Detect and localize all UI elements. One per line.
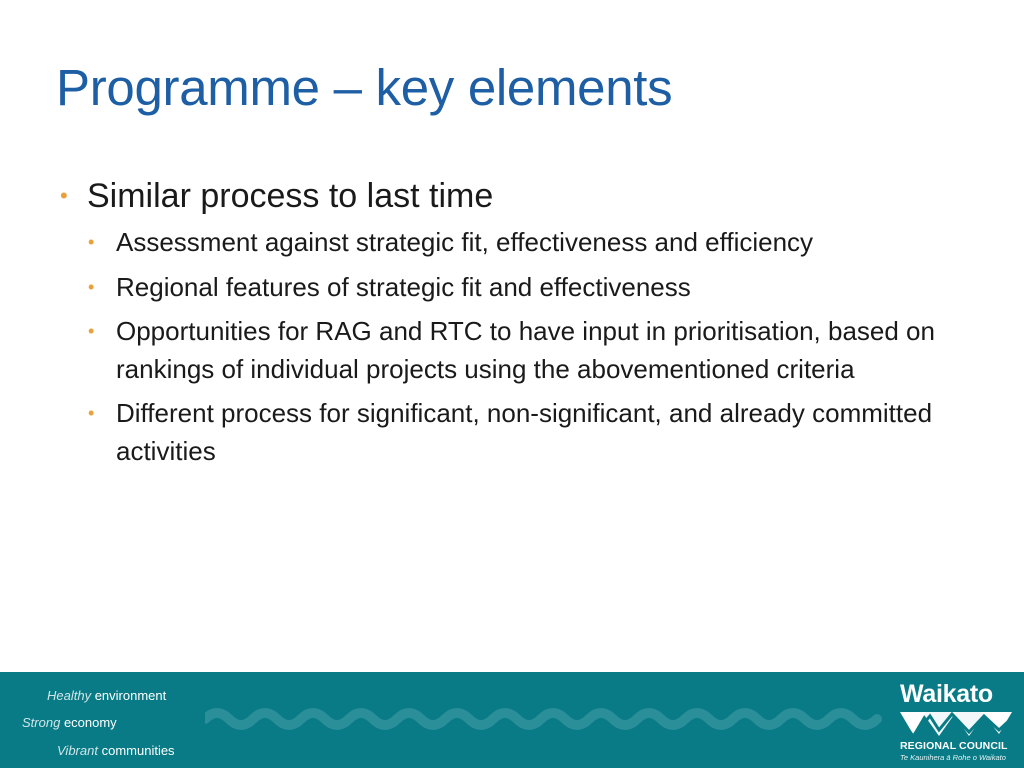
sub-bullet-item xyxy=(87,313,976,388)
tagline-healthy-environment xyxy=(47,688,166,703)
bullet-item xyxy=(56,176,976,216)
tagline-plain: economy xyxy=(63,715,117,730)
tagline-italic: Strong xyxy=(22,715,61,730)
sub-bullet-item xyxy=(87,224,976,262)
footer-band xyxy=(0,672,1024,768)
sub-bullet-text: Opportunities for RAG and RTC to have input in prioritisation, based on rankings of individual projects using the abovementioned criteria xyxy=(116,316,935,384)
sub-bullet-list xyxy=(56,224,976,470)
bullet-dot-icon: • xyxy=(60,183,68,208)
bullet-dot-icon: • xyxy=(88,403,95,423)
tagline-vibrant-communities xyxy=(57,743,175,758)
logo-wave-icon xyxy=(900,712,1012,738)
logo-maori-name: Te Kaunihera ā Rohe o Waikato xyxy=(900,753,1006,762)
wave-pattern-icon xyxy=(205,704,895,734)
sub-bullet-text: Assessment against strategic fit, effectiveness and efficiency xyxy=(116,227,814,257)
bullet-dot-icon: • xyxy=(88,276,95,297)
bullet-dot-icon: • xyxy=(88,232,95,252)
bullet-dot-icon: • xyxy=(88,321,95,341)
bullet-list xyxy=(56,176,976,477)
tagline-italic: Healthy xyxy=(47,688,92,703)
waikato-logo xyxy=(898,680,1016,764)
tagline-strong-economy xyxy=(22,715,117,730)
slide-title: Programme – key elements xyxy=(56,59,673,116)
logo-name: Waikato xyxy=(900,680,993,708)
sub-bullet-text: Different process for significant, non-significant, and already committed activities xyxy=(116,398,933,466)
bullet-text: Similar process to last time xyxy=(87,177,494,215)
tagline-italic: Vibrant xyxy=(57,743,98,758)
sub-bullet-item xyxy=(87,395,976,470)
tagline-plain: communities xyxy=(101,743,175,758)
logo-council: REGIONAL COUNCIL xyxy=(900,740,1008,752)
tagline-plain: environment xyxy=(94,688,167,703)
sub-bullet-text: Regional features of strategic fit and effectiveness xyxy=(116,271,691,302)
sub-bullet-item xyxy=(87,269,976,307)
